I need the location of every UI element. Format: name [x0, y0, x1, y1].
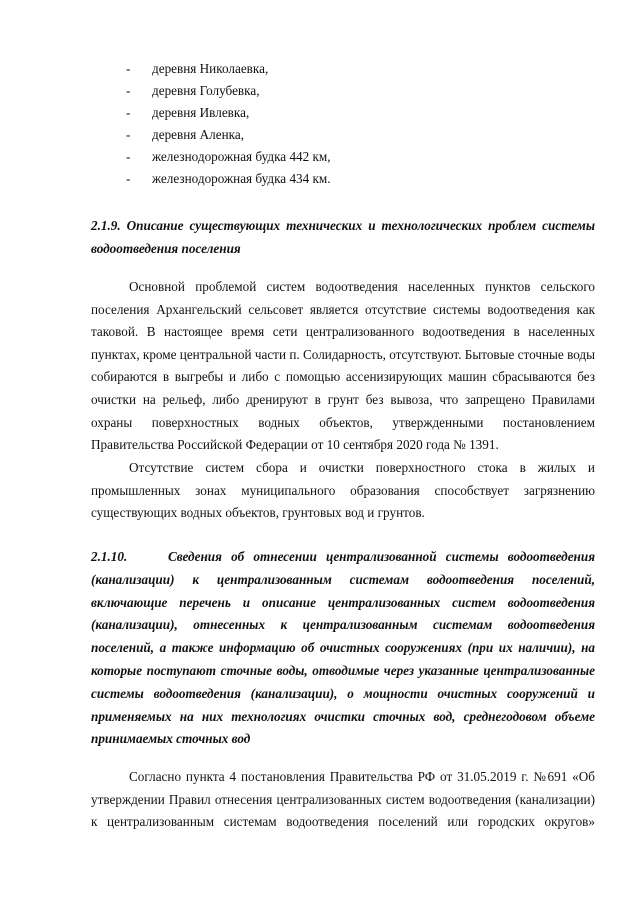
paragraph-resolution-reference: Согласно пункта 4 постановления Правительства РФ от 31.05.2019 г. №691 «Об утверждении Правил отнесения централизованных систем водоотведения (канализации) к централизованным системам водоотведения поселений или городских округов»	[91, 769, 595, 830]
list-item	[0, 168, 640, 190]
list-dash: -	[126, 105, 131, 120]
section-heading-2-1-10	[91, 546, 595, 751]
list-item-text: деревня Голубевка,	[152, 83, 260, 98]
list-item	[0, 80, 640, 102]
list-dash: -	[126, 127, 131, 142]
list-item-text: железнодорожная будка 442 км,	[152, 149, 331, 164]
settlement-list	[0, 58, 640, 190]
list-item	[0, 102, 640, 124]
section-title: Сведения об отнесении централизованной системы водоотведения (канализации) к централизованным системам водоотведения поселений, включающие перечень и описание централизованных систем водоотведения (канализации), отнесенных к централизованным системам водоотведения поселений, а также информацию об очистных сооружениях (при их наличии), на которые поступают сточные воды, отводимые через указанные централизованные системы водоотведения (канализации), о мощности очистных сооружений и применяемых на них технологиях очистки сточных вод, среднегодовом объеме принимаемых сточных вод	[91, 549, 595, 747]
list-dash: -	[126, 171, 131, 186]
list-dash: -	[126, 83, 131, 98]
section-number: 2.1.10.	[91, 549, 128, 564]
list-item-text: деревня Аленка,	[152, 127, 245, 142]
paragraph-main-problem: Основной проблемой систем водоотведения населенных пунктов сельского поселения Архангельский сельсовет является отсутствие системы водоотведения как таковой. В настоящее время сети централизованного водоотведения в населенных пунктах, кроме центральной части п. Солидарность, отсутствуют. Бытовые сточные воды собираются в выгребы и либо с помощью ассенизирующих машин сбрасываются без очистки на рельеф, либо дренируют в грунт без вывоза, что запрещено Правилами охраны поверхностных водных объектов, утвержденными постановлением Правительства Российской Федерации от 10 сентября 2020 года № 1391.	[91, 279, 595, 453]
list-item-text: железнодорожная будка 434 км.	[152, 171, 331, 186]
list-dash: -	[126, 149, 131, 164]
list-item	[0, 146, 640, 168]
list-item-text: деревня Ивлевка,	[152, 105, 250, 120]
section-heading-2-1-9: 2.1.9. Описание существующих технических и технологических проблем системы водоотведения поселения	[91, 218, 595, 256]
list-item	[0, 124, 640, 146]
list-item	[0, 58, 640, 80]
list-item-text: деревня Николаевка,	[152, 61, 269, 76]
paragraph-surface-runoff: Отсутствие систем сбора и очистки поверхностного стока в жилых и промышленных зонах муниципального образования способствует загрязнению существующих водных объектов, грунтовых вод и грунтов.	[91, 460, 595, 521]
list-dash: -	[126, 61, 131, 76]
